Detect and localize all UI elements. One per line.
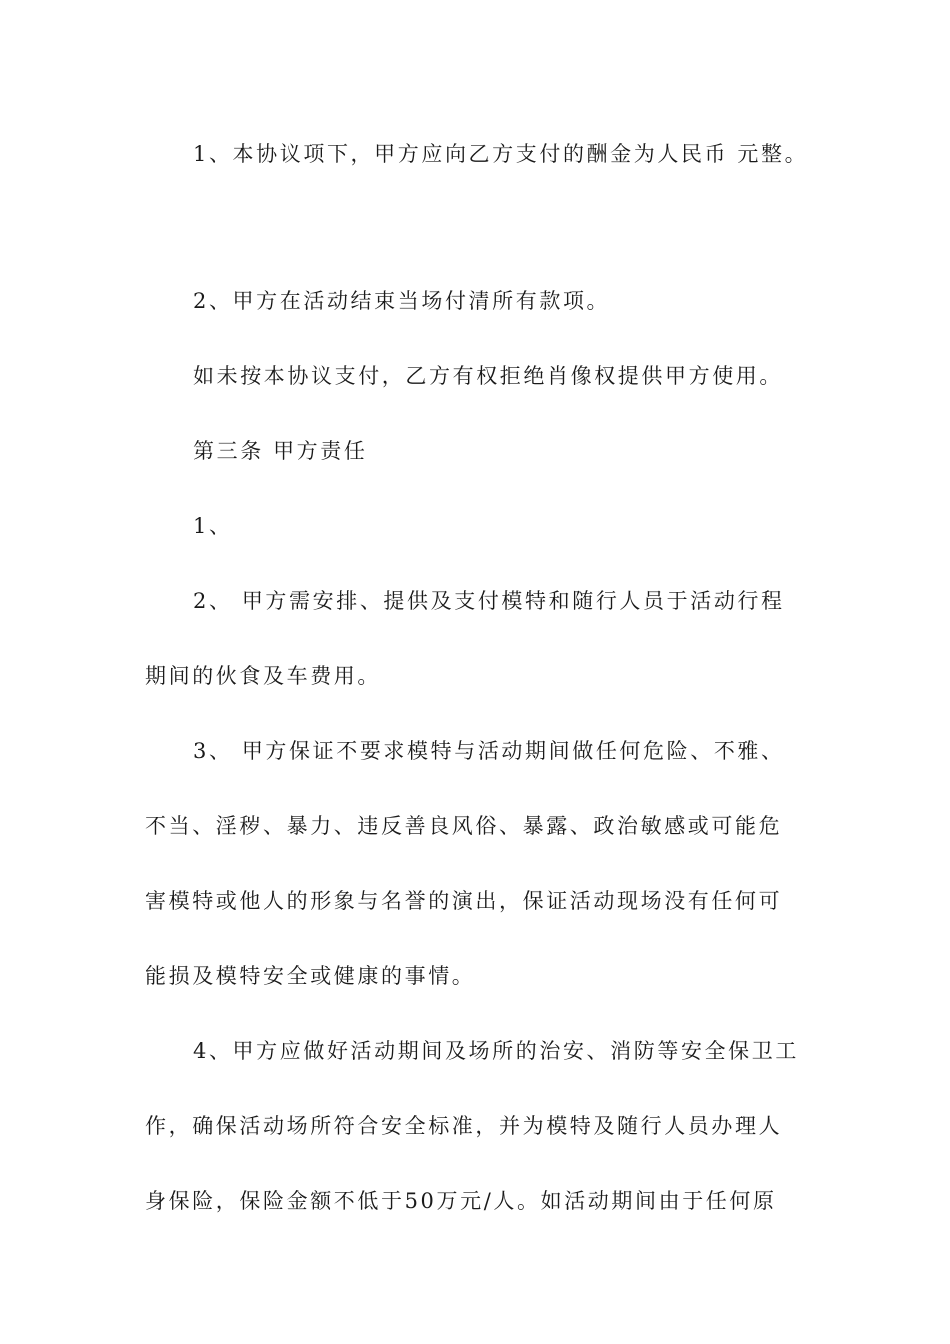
payment-clause-1: 1、本协议项下，甲方应向乙方支付的酬金为人民币 元整。	[193, 142, 809, 166]
duty-item-3-line-4: 能损及模特安全或健康的事情。	[145, 964, 476, 988]
duty-item-4-line-1: 4、甲方应做好活动期间及场所的治安、消防等安全保卫工	[193, 1039, 799, 1063]
duty-item-1: 1、	[193, 514, 233, 538]
payment-breach-note: 如未按本协议支付，乙方有权拒绝肖像权提供甲方使用。	[193, 364, 783, 388]
duty-item-4-line-2: 作，确保活动场所符合安全标准，并为模特及随行人员办理人	[145, 1114, 783, 1138]
duty-item-2-line-1: 2、 甲方需安排、提供及支付模特和随行人员于活动行程	[193, 589, 785, 613]
duty-item-2-line-2: 期间的伙食及车费用。	[145, 664, 381, 688]
duty-item-4-line-3: 身保险，保险金额不低于50万元/人。如活动期间由于任何原	[145, 1189, 777, 1213]
duty-item-3-line-1: 3、 甲方保证不要求模特与活动期间做任何危险、不雅、	[193, 739, 785, 763]
payment-clause-2: 2、甲方在活动结束当场付清所有款项。	[193, 289, 611, 313]
duty-item-3-line-3: 害模特或他人的形象与名誉的演出，保证活动现场没有任何可	[145, 889, 783, 913]
section-heading-article-3: 第三条 甲方责任	[193, 439, 368, 463]
duty-item-3-line-2: 不当、淫秽、暴力、违反善良风俗、暴露、政治敏感或可能危	[145, 814, 783, 838]
